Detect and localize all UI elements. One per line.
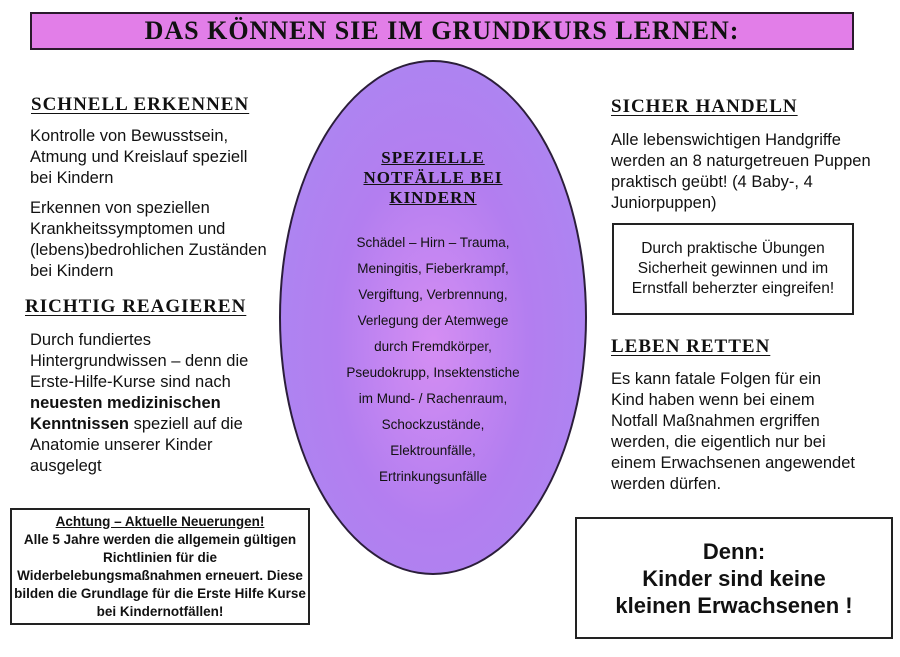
text-schnell-erkennen-1: Kontrolle von Bewusstsein, Atmung und Kreislauf speziell bei Kindern — [30, 127, 248, 187]
text-richtig-reagieren-bold: neuesten medizinischen Kenntnissen — [30, 394, 221, 433]
list-item: Meningitis, Fieberkrampf, — [357, 261, 509, 276]
conclusion-line-2: Kinder sind keine — [642, 565, 826, 591]
list-item: im Mund- / Rachenraum, — [358, 391, 508, 406]
text-leben-retten: Es kann fatale Folgen für ein Kind haben wenn bei einem Notfall Maßnahmen ergriffen werden, die eigentlich nur bei einem Erwachsenen angewendet werden dürfen. — [611, 370, 855, 493]
practice-box-text: Durch praktische Übungen Sicherheit gewinnen und im Ernstfall beherzter eingreifen! — [631, 240, 835, 297]
notice-body: Alle 5 Jahre werden die allgemein gültigen Richtlinien für die Widerbelebungsmaßnahmen erneuert. Diese bilden die Grundlage für die Erste Hilfe Kurse bei Kindernotfällen! — [14, 531, 306, 619]
heading-schnell-erkennen: SCHNELL ERKENNEN — [31, 94, 250, 115]
oval-title: SPEZIELLE NOTFÄLLE BEI KINDERN — [363, 148, 503, 207]
list-item: Schädel – Hirn – Trauma, — [356, 235, 510, 250]
list-item: Elektrounfälle, — [390, 443, 476, 458]
list-item: Verlegung der Atemwege — [357, 313, 509, 328]
practice-box — [612, 223, 854, 315]
list-item: Ertrinkungsunfälle — [378, 469, 488, 484]
conclusion-line-1: Denn: — [702, 538, 766, 564]
list-item: Pseudokrupp, Insektenstiche — [346, 365, 520, 380]
conclusion-box — [575, 517, 893, 639]
heading-richtig-reagieren: RICHTIG REAGIEREN — [25, 296, 247, 317]
conclusion-line-3: kleinen Erwachsenen ! — [615, 592, 853, 618]
list-item: Schockzustände, — [381, 417, 485, 432]
text-schnell-erkennen-2: Erkennen von speziellen Krankheitssymptomen und (lebens)bedrohlichen Zuständen bei Kindern — [30, 199, 267, 280]
heading-sicher-handeln: SICHER HANDELN — [611, 96, 798, 117]
heading-leben-retten: LEBEN RETTEN — [611, 336, 771, 357]
notice-box — [10, 508, 310, 625]
emergency-list — [305, 230, 561, 490]
text-richtig-reagieren-post: speziell auf die Anatomie unserer Kinder ausgelegt — [30, 415, 243, 475]
text-richtig-reagieren — [30, 330, 280, 477]
title-banner — [30, 12, 854, 50]
list-item: durch Fremdkörper, — [374, 339, 492, 354]
notice-title: Achtung – Aktuelle Neuerungen! — [55, 513, 265, 529]
page-title: DAS KÖNNEN SIE IM GRUNDKURS LERNEN: — [144, 16, 740, 45]
list-item: Vergiftung, Verbrennung, — [358, 287, 508, 302]
text-richtig-reagieren-pre: Durch fundiertes Hintergrundwissen – denn die Erste-Hilfe-Kurse sind nach — [30, 331, 249, 391]
text-sicher-handeln: Alle lebenswichtigen Handgriffe werden an 8 naturgetreuen Puppen praktisch geübt! (4 Baby-, 4 Juniorpuppen) — [611, 131, 871, 212]
